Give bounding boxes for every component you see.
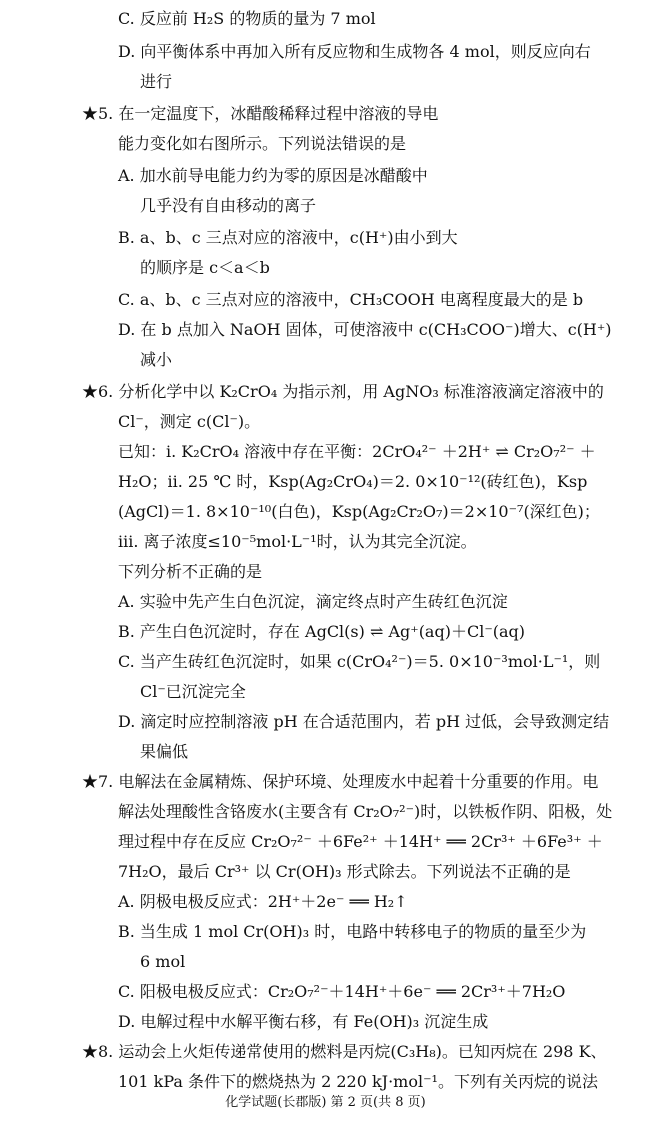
text-line: ★6. 分析化学中以 K₂CrO₄ 为指示剂，用 AgNO₃ 标准溶液滴定溶液中的	[82, 382, 604, 401]
text-line: Cl⁻已沉淀完全	[140, 682, 246, 701]
text-line: 减小	[140, 350, 173, 369]
text-line: D. 向平衡体系中再加入所有反应物和生成物各 4 mol，则反应向右	[118, 42, 591, 61]
text-line: C. a、b、c 三点对应的溶液中，CH₃COOH 电离程度最大的是 b	[118, 290, 584, 309]
text-line: 101 kPa 条件下的燃烧热为 2 220 kJ·mol⁻¹。下列有关丙烷的说法	[118, 1072, 598, 1091]
text-line: 已知：ⅰ. K₂CrO₄ 溶液中存在平衡：2CrO₄²⁻ ＋2H⁺ ⇌ Cr₂O₇²⁻ ＋	[118, 442, 596, 461]
text-line: A. 阴极电极反应式：2H⁺＋2e⁻ ══ H₂↑	[118, 892, 408, 911]
text-line: B. 产生白色沉淀时，存在 AgCl(s) ⇌ Ag⁺(aq)＋Cl⁻(aq)	[118, 622, 526, 641]
text-line: 的顺序是 c＜a＜b	[140, 258, 270, 277]
text-line: Cl⁻，测定 c(Cl⁻)。	[118, 412, 261, 431]
text-line: B. 当生成 1 mol Cr(OH)₃ 时，电路中转移电子的物质的量至少为	[118, 922, 587, 941]
text-line: C. 当产生砖红色沉淀时，如果 c(CrO₄²⁻)＝5. 0×10⁻³mol·L⁻¹，则	[118, 652, 601, 671]
page-footer: 化学试题(长郡版) 第 2 页(共 8 页)	[225, 1095, 426, 1110]
text-line: 果偏低	[140, 742, 189, 761]
text-line: 6 mol	[140, 952, 186, 971]
text-line: D. 电解过程中水解平衡右移，有 Fe(OH)₃ 沉淀生成	[118, 1012, 489, 1031]
text-line: A. 实验中先产生白色沉淀，滴定终点时产生砖红色沉淀	[118, 592, 508, 611]
text-line: H₂O；ⅱ. 25 ℃ 时，Ksp(Ag₂CrO₄)＝2. 0×10⁻¹²(砖红色)，Ksp	[118, 472, 588, 491]
text-line: (AgCl)＝1. 8×10⁻¹⁰(白色)，Ksp(Ag₂Cr₂O₇)＝2×10⁻⁷(深红色)；	[118, 502, 600, 521]
text-line: A. 加水前导电能力约为零的原因是冰醋酸中	[118, 166, 428, 185]
text-line: ★7. 电解法在金属精炼、保护环境、处理废水中起着十分重要的作用。电	[82, 772, 599, 791]
text-line: ⅲ. 离子浓度≤10⁻⁵mol·L⁻¹时，认为其完全沉淀。	[118, 532, 477, 551]
text-line: 进行	[140, 72, 173, 91]
text-line: 能力变化如右图所示。下列说法错误的是	[118, 134, 407, 153]
text-line: ★5. 在一定温度下，冰醋酸稀释过程中溶液的导电	[82, 104, 439, 123]
text-line: ★8. 运动会上火炬传递常使用的燃料是丙烷(C₃H₈)。已知丙烷在 298 K、	[82, 1042, 607, 1061]
text-line: C. 阳极电极反应式：Cr₂O₇²⁻＋14H⁺＋6e⁻ ══ 2Cr³⁺＋7H₂O	[118, 982, 566, 1001]
text-line: 理过程中存在反应 Cr₂O₇²⁻ ＋6Fe²⁺ ＋14H⁺ ══ 2Cr³⁺ ＋6Fe³⁺ ＋	[118, 832, 603, 851]
text-line: 几乎没有自由移动的离子	[140, 196, 317, 215]
text-line: C. 反应前 H₂S 的物质的量为 7 mol	[118, 9, 376, 28]
text-line: B. a、b、c 三点对应的溶液中，c(H⁺)由小到大	[118, 228, 458, 247]
text-line: 7H₂O，最后 Cr³⁺ 以 Cr(OH)₃ 形式除去。下列说法不正确的是	[118, 862, 571, 881]
text-line: 解法处理酸性含铬废水(主要含有 Cr₂O₇²⁻)时，以铁板作阴、阳极，处	[118, 802, 613, 821]
text-line: D. 在 b 点加入 NaOH 固体，可使溶液中 c(CH₃COO⁻)增大、c(H⁺)	[118, 320, 612, 339]
text-line: 下列分析不正确的是	[118, 562, 263, 581]
text-line: D. 滴定时应控制溶液 pH 在合适范围内，若 pH 过低，会导致测定结	[118, 712, 610, 731]
